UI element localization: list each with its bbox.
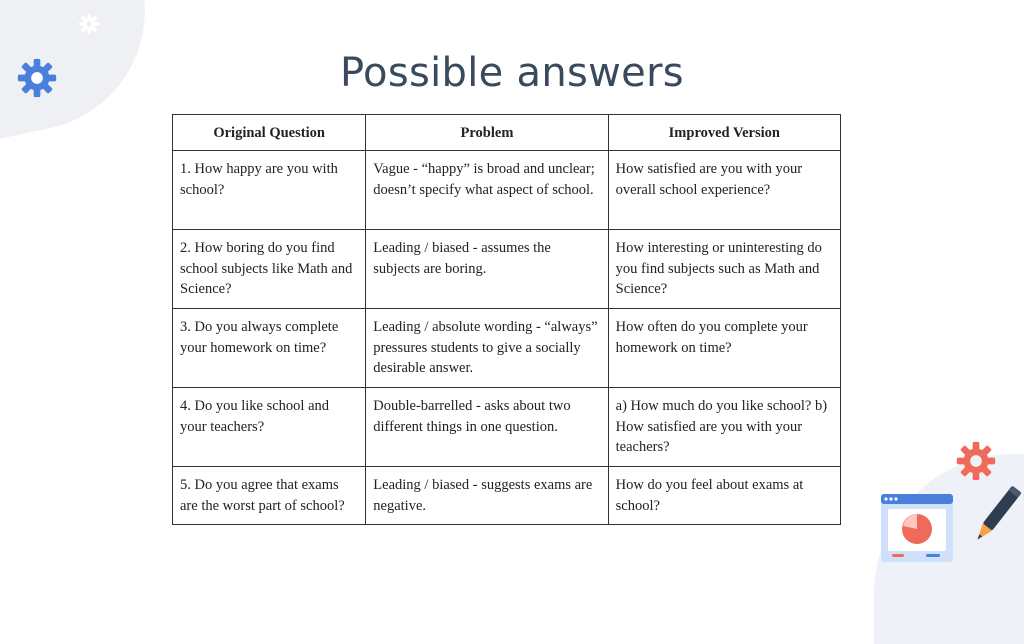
original-question-cell: 3. Do you always complete your homework on time? bbox=[173, 309, 366, 388]
improved-version-cell: a) How much do you like school? b) How satisfied are you with your teachers? bbox=[608, 388, 840, 467]
table-row bbox=[173, 467, 841, 525]
original-question-cell: 2. How boring do you find school subjects like Math and Science? bbox=[173, 230, 366, 309]
gear-icon bbox=[956, 441, 996, 481]
original-question-cell: 5. Do you agree that exams are the worst part of school? bbox=[173, 467, 366, 525]
table-row bbox=[173, 309, 841, 388]
problem-cell: Leading / biased - assumes the subjects are boring. bbox=[366, 230, 608, 309]
improved-version-cell: How often do you complete your homework on time? bbox=[608, 309, 840, 388]
chart-window-icon bbox=[880, 493, 954, 563]
header-problem: Problem bbox=[366, 115, 608, 151]
pencil-icon bbox=[968, 480, 1024, 552]
table-row bbox=[173, 230, 841, 309]
table-row bbox=[173, 388, 841, 467]
problem-cell: Leading / biased - suggests exams are negative. bbox=[366, 467, 608, 525]
header-original-question: Original Question bbox=[173, 115, 366, 151]
problem-cell: Vague - “happy” is broad and unclear; doesn’t specify what aspect of school. bbox=[366, 151, 608, 230]
original-question-cell: 4. Do you like school and your teachers? bbox=[173, 388, 366, 467]
gear-icon bbox=[78, 13, 100, 35]
page-title: Possible answers bbox=[340, 50, 684, 96]
original-question-cell: 1. How happy are you with school? bbox=[173, 151, 366, 230]
answers-table bbox=[172, 114, 841, 525]
improved-version-cell: How do you feel about exams at school? bbox=[608, 467, 840, 525]
improved-version-cell: How interesting or uninteresting do you find subjects such as Math and Science? bbox=[608, 230, 840, 309]
improved-version-cell: How satisfied are you with your overall school experience? bbox=[608, 151, 840, 230]
problem-cell: Double-barrelled - asks about two different things in one question. bbox=[366, 388, 608, 467]
table-row bbox=[173, 151, 841, 230]
table-header-row bbox=[173, 115, 841, 151]
problem-cell: Leading / absolute wording - “always” pressures students to give a socially desirable answer. bbox=[366, 309, 608, 388]
header-improved-version: Improved Version bbox=[608, 115, 840, 151]
